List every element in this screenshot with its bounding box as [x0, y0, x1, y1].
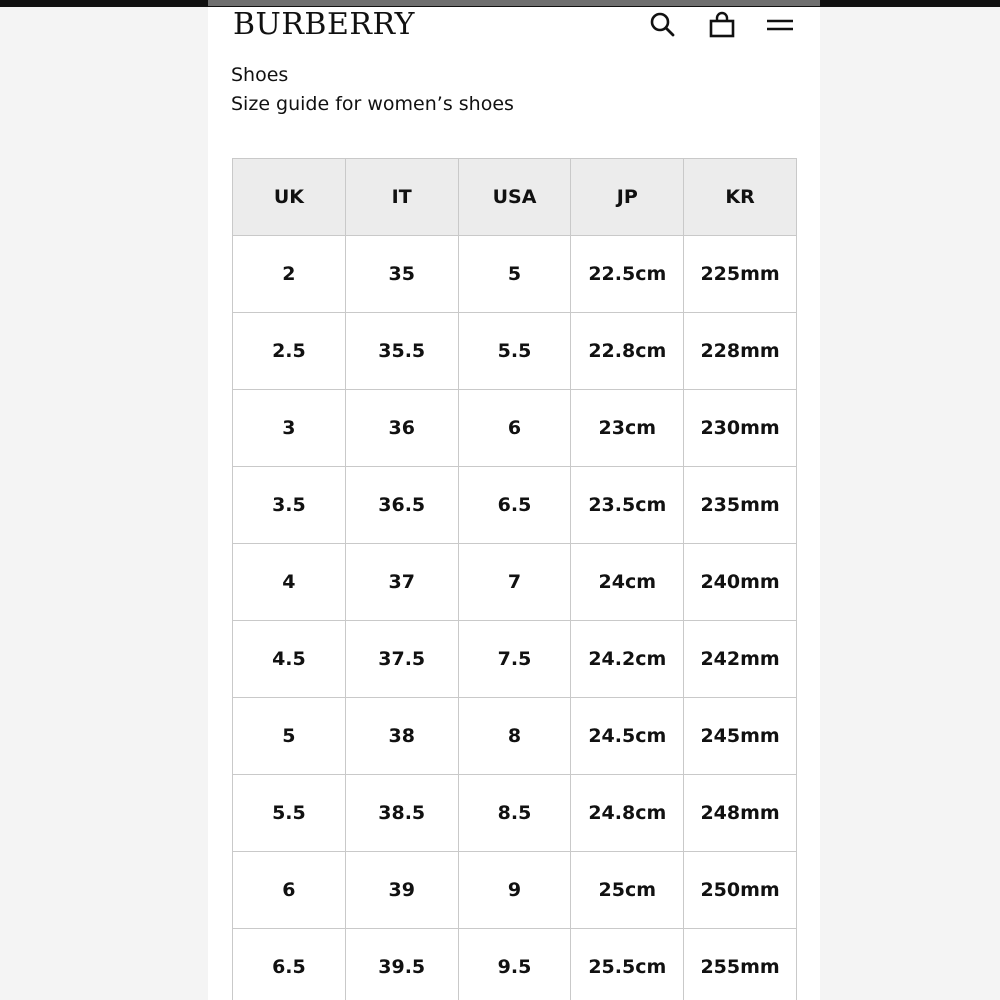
table-cell: 24cm — [571, 544, 684, 621]
table-row — [233, 544, 797, 621]
table-cell: 24.2cm — [571, 621, 684, 698]
table-cell: 7.5 — [458, 621, 571, 698]
table-cell: 7 — [458, 544, 571, 621]
column-header-uk: UK — [233, 159, 346, 236]
table-cell: 3.5 — [233, 467, 346, 544]
table-cell: 250mm — [684, 852, 797, 929]
table-cell: 35.5 — [345, 313, 458, 390]
table-cell: 6 — [233, 852, 346, 929]
search-icon[interactable] — [648, 11, 676, 39]
table-cell: 39.5 — [345, 929, 458, 1000]
table-cell: 36.5 — [345, 467, 458, 544]
scroll-indicator — [208, 0, 820, 6]
table-cell: 255mm — [684, 929, 797, 1000]
table-row — [233, 236, 797, 313]
table-cell: 5 — [233, 698, 346, 775]
table-cell: 5.5 — [233, 775, 346, 852]
page-subtitle: Size guide for women’s shoes — [231, 93, 514, 115]
size-guide-table — [232, 158, 797, 1000]
table-cell: 5 — [458, 236, 571, 313]
table-cell: 9 — [458, 852, 571, 929]
table-cell: 242mm — [684, 621, 797, 698]
table-cell: 39 — [345, 852, 458, 929]
table-cell: 23cm — [571, 390, 684, 467]
table-cell: 230mm — [684, 390, 797, 467]
table-cell: 240mm — [684, 544, 797, 621]
brand-logo[interactable]: BURBERRY — [233, 7, 415, 42]
table-cell: 36 — [345, 390, 458, 467]
table-cell: 8 — [458, 698, 571, 775]
page-title: Shoes — [231, 64, 289, 86]
site-header — [208, 7, 820, 57]
table-row — [233, 929, 797, 1000]
table-cell: 22.5cm — [571, 236, 684, 313]
column-header-kr: KR — [684, 159, 797, 236]
table-cell: 35 — [345, 236, 458, 313]
table-header-row — [233, 159, 797, 236]
table-cell: 235mm — [684, 467, 797, 544]
table-cell: 2 — [233, 236, 346, 313]
table-cell: 3 — [233, 390, 346, 467]
table-cell: 38.5 — [345, 775, 458, 852]
table-cell: 37.5 — [345, 621, 458, 698]
table-row — [233, 390, 797, 467]
table-cell: 25.5cm — [571, 929, 684, 1000]
table-cell: 225mm — [684, 236, 797, 313]
table-cell: 22.8cm — [571, 313, 684, 390]
table-row — [233, 467, 797, 544]
table-cell: 38 — [345, 698, 458, 775]
table-cell: 6.5 — [458, 467, 571, 544]
table-cell: 4 — [233, 544, 346, 621]
column-header-it: IT — [345, 159, 458, 236]
table-row — [233, 775, 797, 852]
column-header-usa: USA — [458, 159, 571, 236]
table-cell: 24.8cm — [571, 775, 684, 852]
table-cell: 248mm — [684, 775, 797, 852]
table-row — [233, 698, 797, 775]
table-cell: 6.5 — [233, 929, 346, 1000]
bag-icon[interactable] — [708, 11, 736, 39]
table-cell: 24.5cm — [571, 698, 684, 775]
table-cell: 2.5 — [233, 313, 346, 390]
table-row — [233, 852, 797, 929]
table-row — [233, 621, 797, 698]
table-cell: 37 — [345, 544, 458, 621]
column-header-jp: JP — [571, 159, 684, 236]
table-cell: 6 — [458, 390, 571, 467]
table-cell: 228mm — [684, 313, 797, 390]
table-cell: 4.5 — [233, 621, 346, 698]
table-cell: 9.5 — [458, 929, 571, 1000]
mobile-page — [208, 7, 820, 1000]
table-row — [233, 313, 797, 390]
table-cell: 5.5 — [458, 313, 571, 390]
table-cell: 23.5cm — [571, 467, 684, 544]
table-cell: 25cm — [571, 852, 684, 929]
table-cell: 245mm — [684, 698, 797, 775]
menu-icon[interactable] — [766, 11, 794, 39]
table-cell: 8.5 — [458, 775, 571, 852]
